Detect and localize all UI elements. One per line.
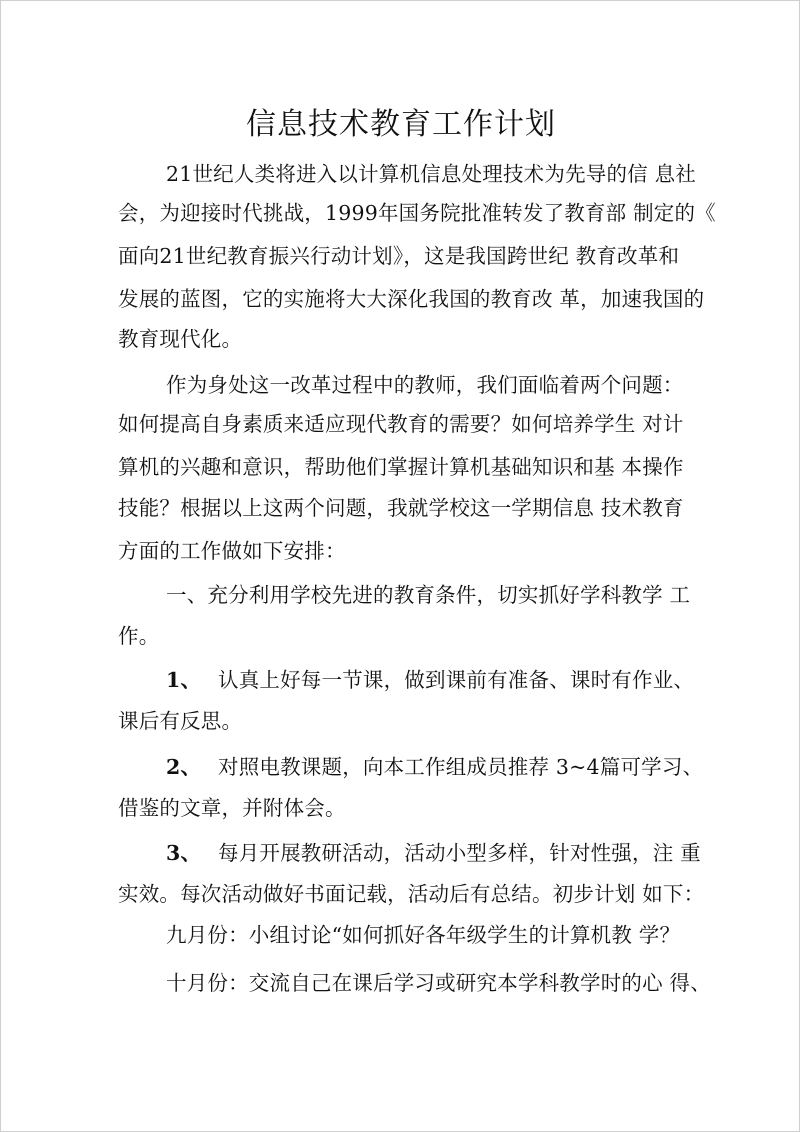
paragraph-line: 如何提高自身素质来适应现代教育的需要？如何培养学生 对计 [118,412,684,436]
list-item-number: 1、 [166,668,202,692]
paragraph-line: 教育现代化。 [118,327,243,351]
paragraph-line: 作为身处这一改革过程中的教师，我们面临着两个问题： [166,373,684,397]
list-item-number: 2、 [166,755,202,779]
paragraph-line: 借鉴的文章，并附体会。 [118,796,346,820]
list-item [166,752,706,782]
paragraph-line: 面向21世纪教育振兴行动计划》，这是我国跨世纪 教育改革和 [118,244,680,268]
list-item-text: 每月开展教研活动，活动小型多样，针对性强，注 重 [218,841,701,865]
paragraph-line: 算机的兴趣和意识，帮助他们掌握计算机基础知识和基 本操作 [118,455,684,479]
paragraph-line: 21世纪人类将进入以计算机信息处理技术为先导的信 息社 [166,162,697,186]
paragraph-line: 九月份：小组讨论“如何抓好各年级学生的计算机教 学？ [166,923,681,947]
list-item-text: 对照电教课题，向本工作组成员推荐 3~4篇可学习、 [218,755,704,779]
paragraph-line: 实效。每次活动做好书面记载，活动后有总结。初步计划 如下： [118,882,705,906]
paragraph-line: 会，为迎接时代挑战，1999年国务院批准转发了教育部 制定的《 [118,201,716,225]
section-heading-line: 一、充分利用学校先进的教育条件，切实抓好学科教学 工 [166,583,691,607]
list-item [166,665,706,695]
paragraph-line: 方面的工作做如下安排： [118,539,346,563]
document-title: 信息技术教育工作计划 [246,107,556,142]
list-item [166,838,706,868]
section-heading-line: 作。 [118,624,160,648]
paragraph-line: 十月份：交流自己在课后学习或研究本学科教学时的心 得、 [166,971,711,995]
list-item-number: 3、 [166,841,202,865]
paragraph-line: 课后有反思。 [118,709,243,733]
paragraph-line: 技能？根据以上这两个问题，我就学校这一学期信息 技术教育 [118,496,684,520]
list-item-text: 认真上好每一节课，做到课前有准备、课时有作业、 [218,668,695,692]
paragraph-line: 发展的蓝图，它的实施将大大深化我国的教育改 革，加速我国的 [118,287,705,311]
